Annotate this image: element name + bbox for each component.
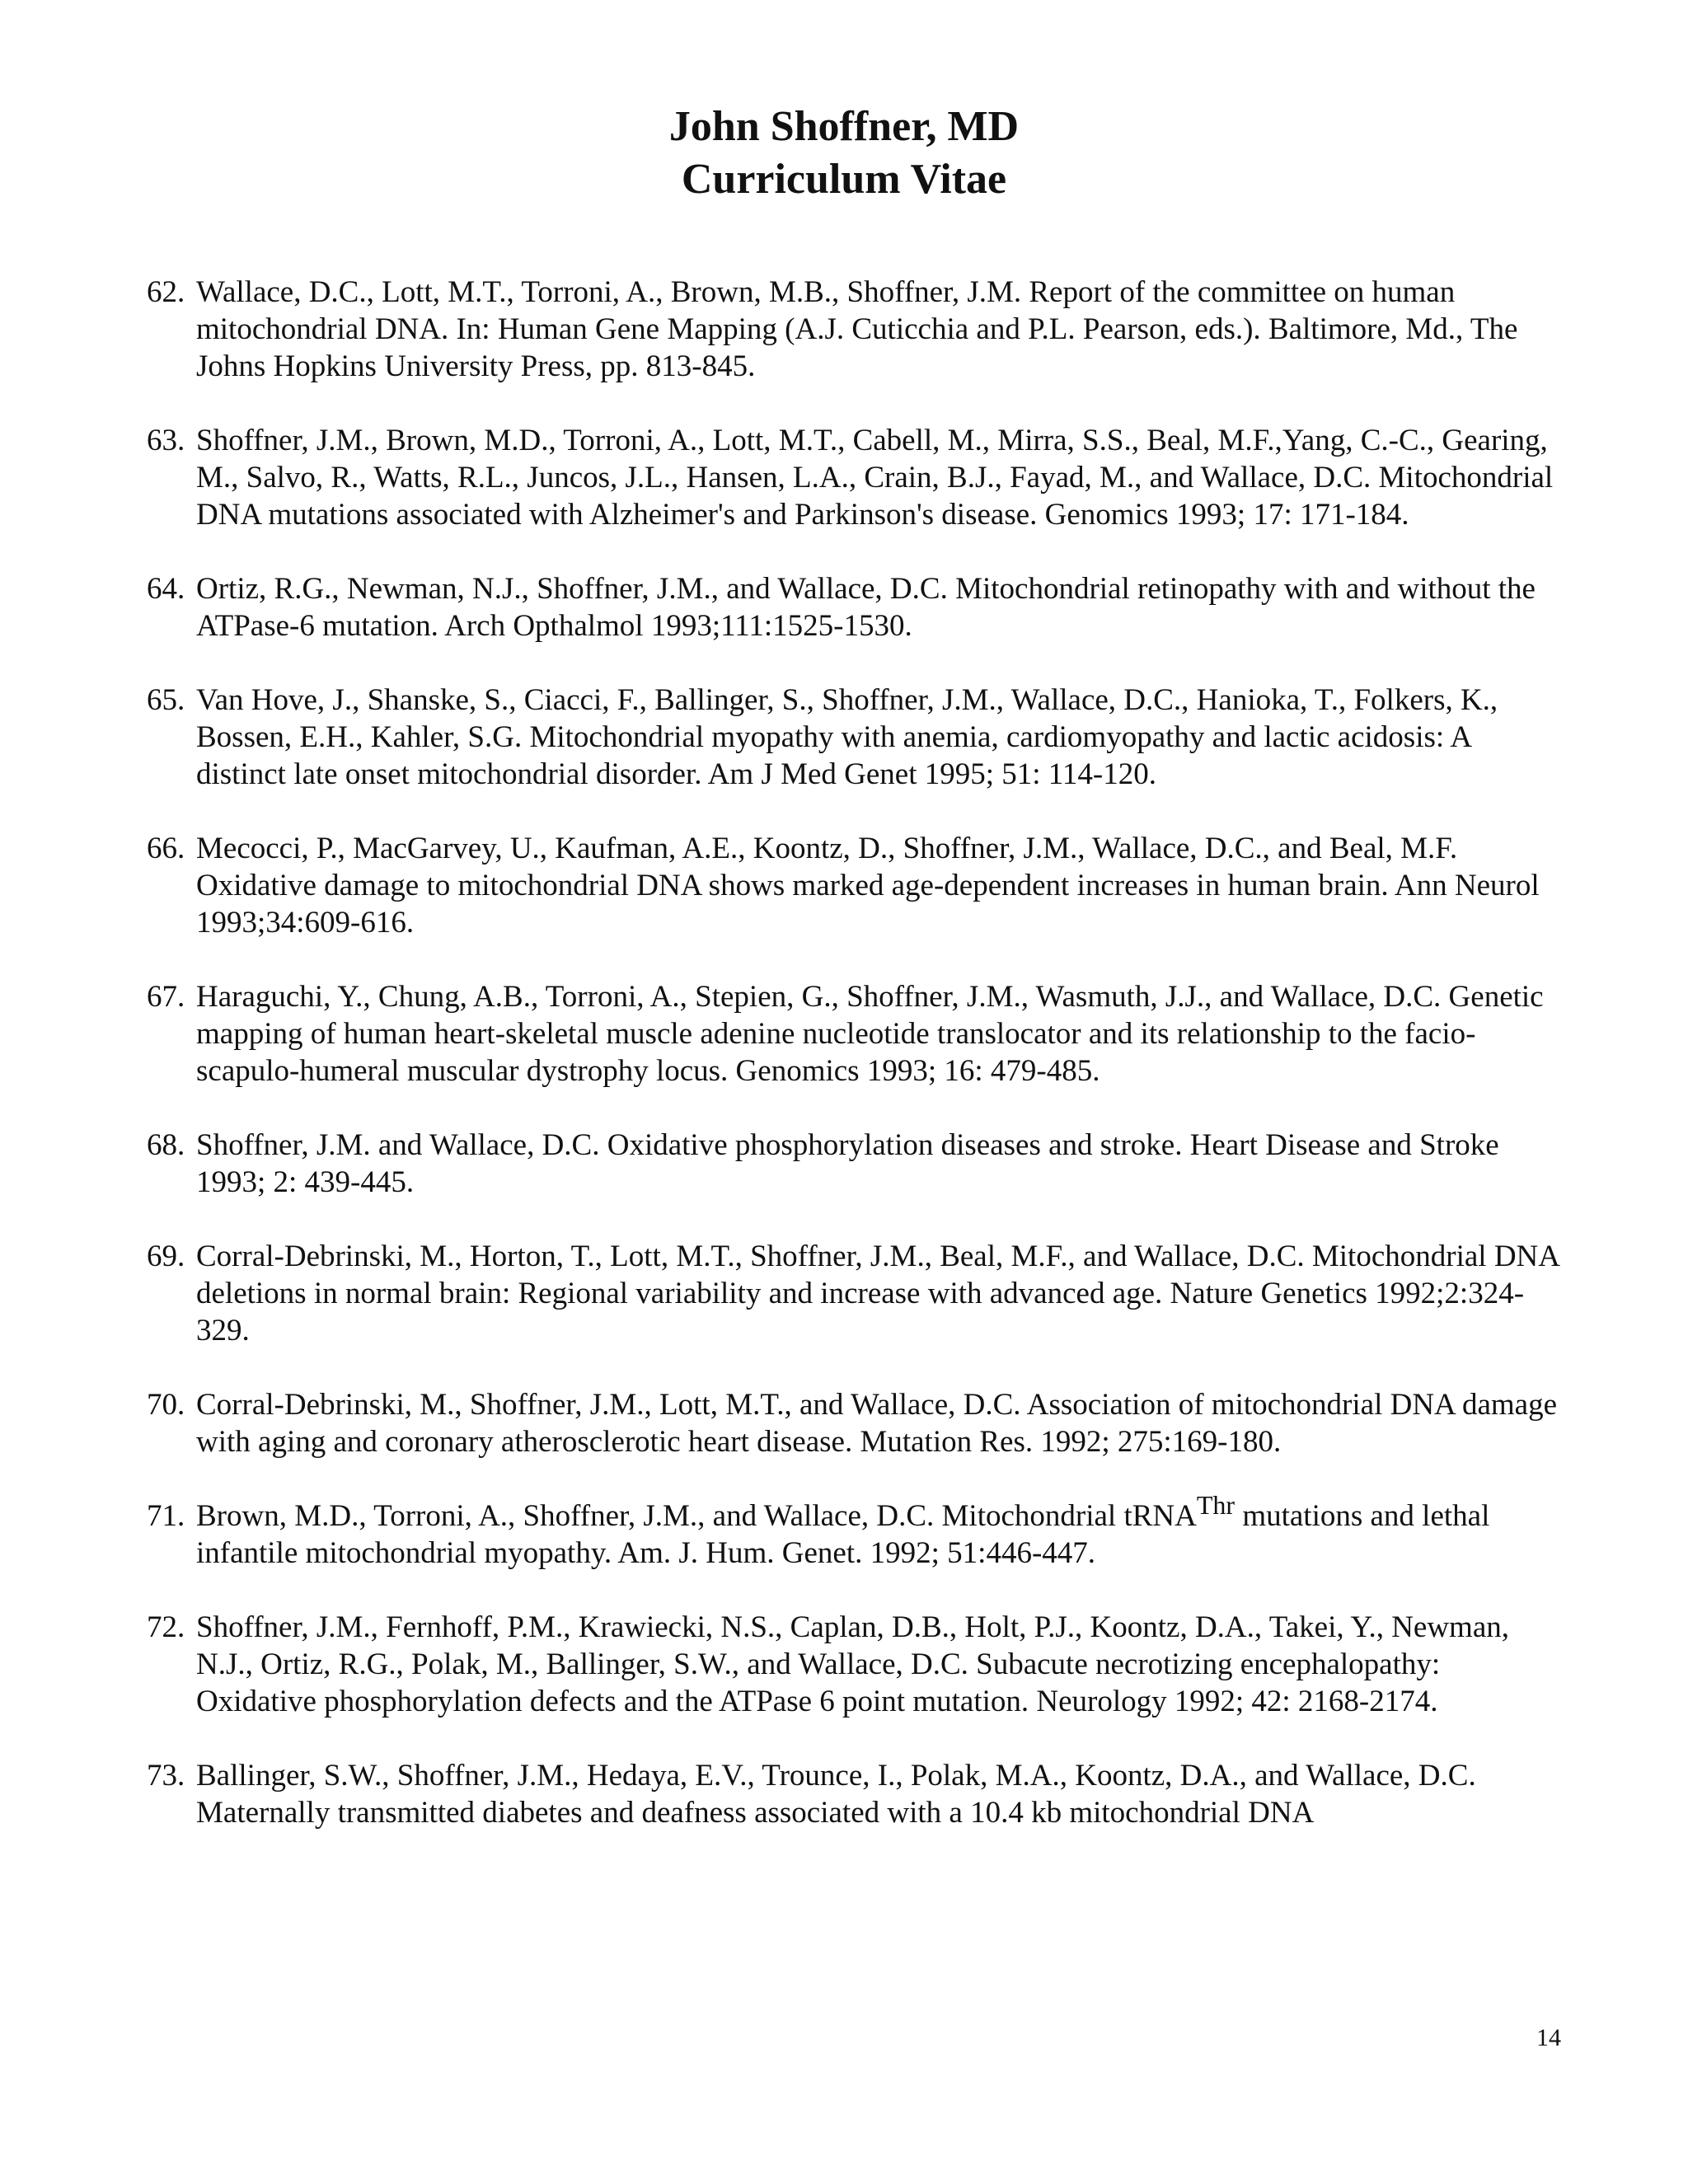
reference-text: Shoffner, J.M., Fernhoff, P.M., Krawiecki, N.S., Caplan, D.B., Holt, P.J., Koontz, D.A., Takei, Y., Newman, N.J., Ortiz, R.G., Polak, M., Ballinger, S.W., and Wallace, D.C. Subacute necrotizing encephalopathy: Oxidative phosphorylation defects and the ATPase 6 point mutation. Neurology 1992; 42: 2168-2174. — [196, 1610, 1510, 1718]
reference-number: 70. — [147, 1388, 185, 1422]
reference-text: Van Hove, J., Shanske, S., Ciacci, F., Ballinger, S., Shoffner, J.M., Wallace, D.C., Hanioka, T., Folkers, K., Bossen, E.H., Kahler, S.G. Mitochondrial myopathy with anemia, cardiomyopathy and lactic acidosis: A distinct late onset mitochondrial disorder. Am J Med Genet 1995; 51: 114-120. — [196, 683, 1498, 791]
reference-number: 69. — [147, 1240, 185, 1273]
reference-item — [0, 1490, 1566, 1572]
reference-item — [0, 1238, 1566, 1349]
reference-item — [0, 1609, 1566, 1720]
page-number: 14 — [1536, 2024, 1561, 2051]
reference-number: 73. — [147, 1759, 185, 1793]
reference-text: Ortiz, R.G., Newman, N.J., Shoffner, J.M., and Wallace, D.C. Mitochondrial retinopathy with and without the ATPase-6 mutation. Arch Opthalmol 1993;111:1525-1530. — [196, 572, 1536, 643]
reference-number: 63. — [147, 424, 185, 457]
reference-text: Shoffner, J.M. and Wallace, D.C. Oxidative phosphorylation diseases and stroke. Heart Disease and Stroke 1993; 2: 439-445. — [196, 1128, 1499, 1199]
reference-list — [0, 274, 1688, 1868]
reference-text: Ballinger, S.W., Shoffner, J.M., Hedaya, E.V., Trounce, I., Polak, M.A., Koontz, D.A., and Wallace, D.C. Maternally transmitted diabetes and deafness associated with a 10.4 kb mitochondrial DNA — [196, 1759, 1476, 1830]
reference-number: 64. — [147, 572, 185, 606]
reference-text: Corral-Debrinski, M., Shoffner, J.M., Lott, M.T., and Wallace, D.C. Association of mitochondrial DNA damage with aging and coronary atherosclerotic heart disease. Mutation Res. 1992; 275:169-180. — [196, 1388, 1558, 1459]
reference-item — [0, 978, 1566, 1090]
reference-number: 66. — [147, 832, 185, 865]
reference-number: 71. — [147, 1499, 185, 1533]
reference-item — [0, 570, 1566, 644]
reference-item — [0, 1386, 1566, 1460]
reference-item — [0, 274, 1566, 385]
page-header — [0, 101, 1688, 206]
reference-number: 62. — [147, 275, 185, 309]
reference-number: 67. — [147, 980, 185, 1014]
reference-text — [196, 1490, 1566, 1572]
reference-number: 72. — [147, 1610, 185, 1644]
reference-text-after: mutations and lethal infantile mitochondrial myopathy. Am. J. Hum. Genet. 1992; 51:446-447. — [196, 1499, 1490, 1570]
superscript-thr: Thr — [1196, 1490, 1236, 1520]
reference-text: Corral-Debrinski, M., Horton, T., Lott, M.T., Shoffner, J.M., Beal, M.F., and Wallace, D.C. Mitochondrial DNA deletions in normal brain: Regional variability and increase with advanced age. Nature Genetics 1992;2:324-329. — [196, 1240, 1559, 1347]
reference-item — [0, 1127, 1566, 1201]
reference-number: 65. — [147, 683, 185, 717]
reference-text-before: Brown, M.D., Torroni, A., Shoffner, J.M., and Wallace, D.C. Mitochondrial tRNA — [196, 1499, 1197, 1533]
reference-item — [0, 682, 1566, 793]
author-name: John Shoffner, MD — [668, 103, 1020, 150]
reference-item — [0, 1757, 1566, 1831]
reference-text: Haraguchi, Y., Chung, A.B., Torroni, A., Stepien, G., Shoffner, J.M., Wasmuth, J.J., and Wallace, D.C. Genetic mapping of human heart-skeletal muscle adenine nucleotide translocator and its relationship to the facio-scapulo-humeral muscular dystrophy locus. Genomics 1993; 16: 479-485. — [196, 980, 1544, 1088]
reference-text: Wallace, D.C., Lott, M.T., Torroni, A., Brown, M.B., Shoffner, J.M. Report of the committee on human mitochondrial DNA. In: Human Gene Mapping (A.J. Cuticchia and P.L. Pearson, eds.). Baltimore, Md., The Johns Hopkins University Press, pp. 813-845. — [196, 275, 1518, 383]
reference-text: Mecocci, P., MacGarvey, U., Kaufman, A.E., Koontz, D., Shoffner, J.M., Wallace, D.C., and Beal, M.F. Oxidative damage to mitochondrial DNA shows marked age-dependent increases in human brain. Ann Neurol 1993;34:609-616. — [196, 832, 1540, 940]
reference-item — [0, 422, 1566, 533]
document-title: Curriculum Vitae — [681, 156, 1007, 203]
reference-text: Shoffner, J.M., Brown, M.D., Torroni, A., Lott, M.T., Cabell, M., Mirra, S.S., Beal, M.F.,Yang, C.-C., Gearing, M., Salvo, R., Watts, R.L., Juncos, J.L., Hansen, L.A., Crain, B.J., Fayad, M., and Wallace, D.C. Mitochondrial DNA mutations associated with Alzheimer's and Parkinson's disease. Genomics 1993; 17: 171-184. — [196, 424, 1554, 532]
reference-item — [0, 830, 1566, 941]
reference-number: 68. — [147, 1128, 185, 1162]
